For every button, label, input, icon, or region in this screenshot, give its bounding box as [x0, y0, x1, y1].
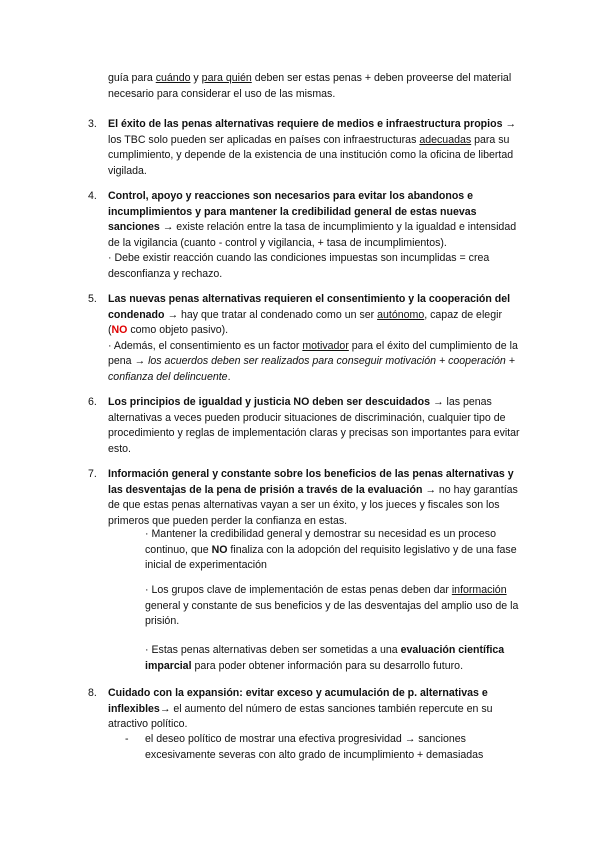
intro-text: guía para	[108, 72, 156, 84]
emphasis-no: NO	[211, 543, 228, 556]
item-8-dash-point	[125, 732, 525, 763]
item-number: 7.	[88, 468, 97, 480]
intro-paragraph	[108, 71, 524, 102]
item-heading: Las nuevas penas alternativas requieren el consentimiento y la cooperación del condenado	[108, 293, 511, 321]
subpoint-text: · Los grupos clave de implementación de estas penas deben dar	[145, 584, 452, 596]
subpoint-text: general y constante de sus beneficios y de las desventajas del amplio uso de la prisión.	[145, 599, 519, 628]
underlined-term: motivador	[302, 339, 349, 352]
list-item-8	[88, 686, 524, 733]
underlined-term: autónomo	[377, 308, 425, 321]
list-item-5	[88, 292, 524, 386]
item-heading: Cuidado con la expansión: evitar exceso y acumulación de p. alternativas e inflexibles	[108, 687, 488, 715]
item-text: .	[227, 370, 231, 383]
underlined-term: para quién	[201, 72, 252, 84]
subpoint-text: finaliza con la adopción del requisito legislativo y de una fase inicial de experimentación	[145, 543, 517, 572]
item-number: 3.	[88, 118, 97, 130]
item-text: → los TBC solo pueden ser aplicadas en países con infraestructuras	[108, 118, 517, 146]
emphasis-no: NO	[111, 324, 128, 337]
bold-term: evaluación científica imparcial	[145, 644, 505, 672]
item-text: → no hay garantías de que estas penas alternativas vayan a ser un éxito, y los jueces y fiscales son los primeros que pueden perder la confianza en estas.	[108, 483, 518, 527]
item-heading: El éxito de las penas alternativas requiere de medios e infraestructura propios	[108, 118, 503, 130]
item-text: → el aumento del número de estas sanciones también repercute en su atractivo político.	[108, 702, 493, 731]
subpoint-text: · Mantener la credibilidad general y demostrar su necesidad es un proceso continuo, que	[145, 528, 496, 556]
item-text: → existe relación entre la tasa de incumplimiento y la igualdad e intensidad de la vigilancia (cuanto - control y vigilancia, + tasa de incumplimientos).	[108, 221, 517, 249]
intro-text: deben ser estas penas + deben proveerse del material necesario para considerar el uso de las mismas.	[108, 72, 512, 100]
italic-text: los acuerdos deben ser realizados para conseguir motivación + cooperación + confianza del delincuente	[108, 355, 515, 383]
subpoint-text: · Estas penas alternativas deben ser sometidas a una	[145, 644, 401, 656]
list-item-3	[88, 117, 524, 179]
intro-text: y	[190, 72, 202, 84]
item-text: → las penas alternativas a veces pueden producir situaciones de discriminación, cualquier tipo de procedimiento y reglas de implementación claras y precisas son importantes para evitar esto.	[108, 396, 520, 455]
subpoint-text: para poder obtener información para su desarrollo futuro.	[191, 659, 464, 672]
underlined-term: cuándo	[155, 72, 191, 84]
item-text: para el éxito del cumplimiento de la pena →	[108, 339, 518, 368]
item-text: para su cumplimiento, y depende de la existencia de una institución como la oficina de libertad vigilada.	[108, 133, 514, 177]
dash-point-text: el deseo político de mostrar una efectiva progresividad → sanciones excesivamente severas con alto grado de incumplimiento + demasiadas	[145, 733, 484, 761]
list-item-6	[88, 395, 524, 457]
item-number: 6.	[88, 396, 97, 408]
underlined-term: información	[451, 584, 507, 596]
item-7-subpoint-2	[145, 583, 525, 630]
list-item-4	[88, 189, 524, 283]
item-heading: Información general y constante sobre los beneficios de las penas alternativas y las desventajas de la pena de prisión a través de la evaluación	[108, 468, 514, 496]
item-7-subpoint-3	[145, 643, 525, 674]
item-heading: Control, apoyo y reacciones son necesarios para evitar los abandonos e incumplimientos y para mantener la credibilidad general de estas nuevas sanciones	[108, 190, 477, 234]
item-number: 8.	[88, 687, 97, 699]
item-text: → hay que tratar al condenado como un ser	[164, 308, 378, 321]
item-number: 5.	[88, 293, 97, 305]
item-text: , capaz de elegir (	[108, 308, 502, 337]
underlined-term: adecuadas	[419, 133, 472, 146]
dash-bullet: -	[125, 733, 129, 745]
list-item-7	[88, 467, 524, 529]
item-heading: Los principios de igualdad y justicia NO deben ser descuidados	[108, 396, 431, 408]
item-note: · Además, el consentimiento es un factor	[108, 339, 303, 352]
item-number: 4.	[88, 190, 97, 202]
item-text: como objeto pasivo).	[127, 324, 229, 337]
item-7-subpoint-1	[145, 527, 525, 574]
item-note: · Debe existir reacción cuando las condiciones impuestas son incumplidas = crea desconfianza y rechazo.	[108, 252, 490, 280]
